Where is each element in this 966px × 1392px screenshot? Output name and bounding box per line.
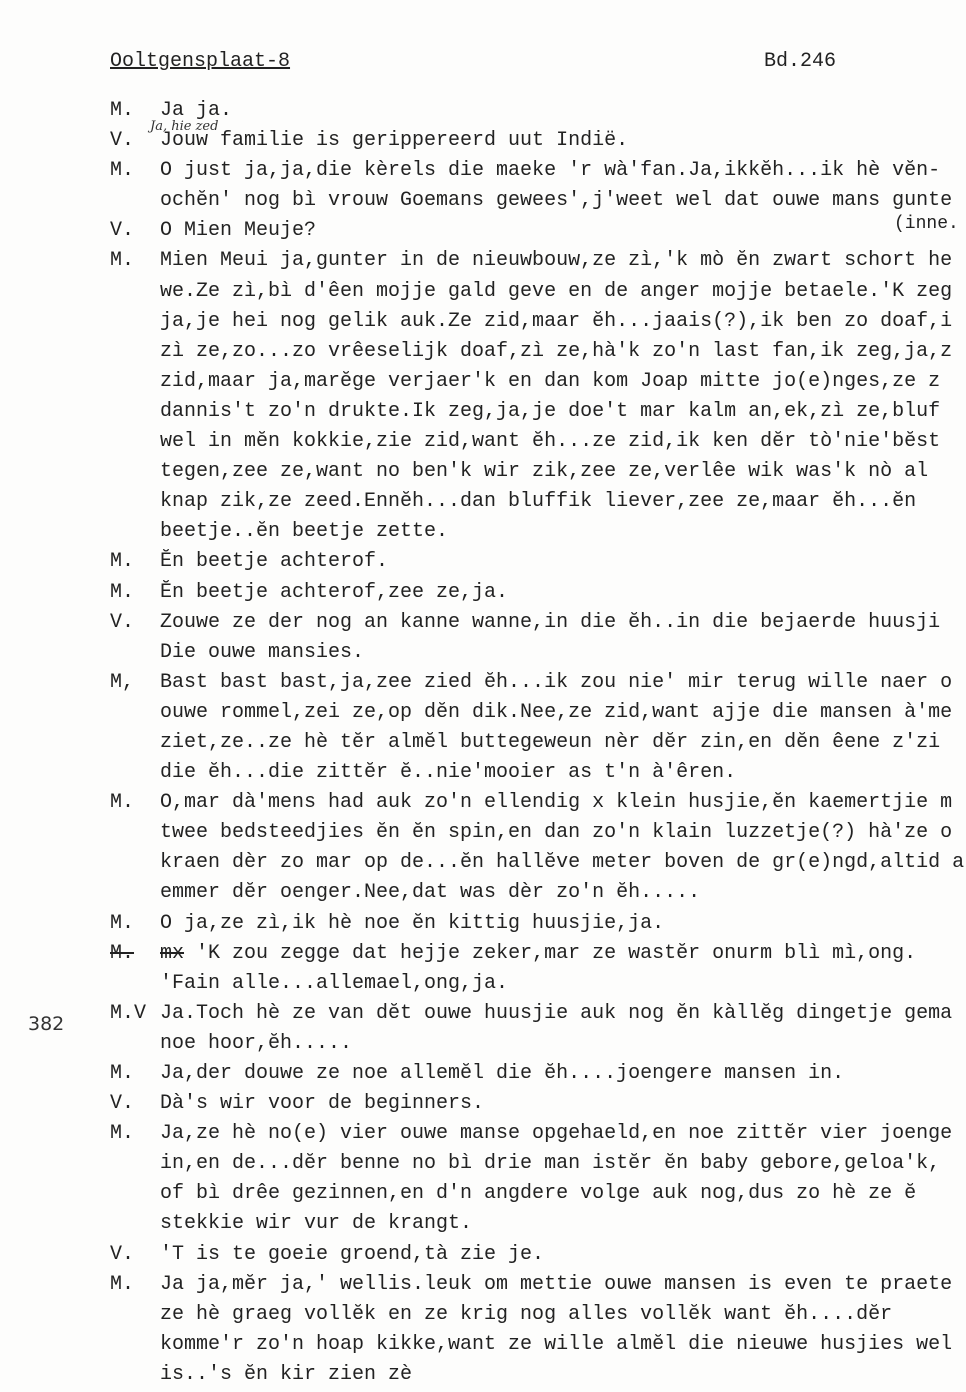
transcript-line [0, 367, 966, 397]
transcript-line [0, 969, 966, 999]
line-text: zid,maar ja,marĕge verjaer'k en dan kom Joap mitte jo(e)nges,ze z [160, 369, 941, 393]
margin-number: 382 [28, 1013, 65, 1035]
line-text-container [160, 909, 966, 939]
line-text: emmer dĕr oenger.Nee,dat was dèr zo'n ĕh..... [160, 881, 701, 905]
speaker-label: M. [110, 99, 135, 122]
line-text: ouwe rommel,zei ze,op dĕn dik.Nee,ze zid,want ajje die mansen à'me [160, 700, 953, 724]
line-text: komme'r zo'n hoap kikke,want ze wille almĕl die nieuwe husjies wel [160, 1332, 953, 1356]
transcript-line [0, 96, 966, 126]
speaker-label: V. [110, 219, 135, 243]
speaker-label: M. [110, 159, 135, 183]
line-text-container [160, 878, 966, 908]
line-text: Ĕn beetje achterof. [160, 550, 389, 574]
line-text: zì ze,zo...zo vrêeselijk doaf,zì ze,hà'k zo'n last fan,ik zeg,ja,z [160, 339, 953, 363]
line-text: Zouwe ze der nog an kanne wanne,in die ĕh..in die bejaerde huusji [160, 610, 941, 634]
line-text-container [160, 367, 966, 397]
line-text-container [160, 758, 966, 788]
transcript-line [0, 457, 966, 487]
line-text-container [160, 608, 966, 638]
speaker-label: M.V [110, 1001, 147, 1025]
speaker-label: M. [110, 1272, 135, 1296]
line-text: beetje..ĕn beetje zette. [160, 520, 449, 544]
transcript-line [0, 1059, 966, 1089]
line-text-container [160, 999, 966, 1029]
transcript-line [0, 878, 966, 908]
transcript-line [0, 999, 966, 1029]
line-text: O just ja,ja,die kèrels die maeke 'r wà'fan.Ja,ikkĕh...ik hè vĕn- [160, 159, 941, 183]
line-text-container [160, 547, 966, 577]
transcript-line [0, 788, 966, 818]
line-text: die ĕh...die zittĕr ĕ..nie'mooier as t'n à'êren. [160, 761, 737, 785]
transcript-line [0, 427, 966, 457]
line-text: Mien Meui ja,gunter in de nieuwbouw,ze zì,'k mò ĕn zwart schort he [160, 249, 953, 273]
line-text: is..'s ĕn kir zien zè [160, 1362, 413, 1386]
line-text: ochĕn' nog bì vrouw Goemans gewees',j'weet wel dat ouwe mans gunte [160, 189, 953, 213]
transcript-line [0, 1029, 966, 1059]
line-text: Ja,der douwe ze noe allemĕl die ĕh....joengere mansen in. [160, 1062, 845, 1085]
transcript-line [0, 728, 966, 758]
transcript-line [0, 277, 966, 307]
transcript-line [0, 1089, 966, 1119]
handwritten-note: Ja, hie zed [150, 119, 219, 134]
line-text-container [160, 397, 966, 427]
speaker-label: V. [110, 1092, 135, 1116]
line-text: stekkie wir vur de krangt. [160, 1212, 473, 1236]
speaker-label: M. [110, 249, 135, 273]
transcript-line [0, 487, 966, 517]
line-text-container [160, 1029, 966, 1059]
line-text: wel in mĕn kokkie,zie zid,want ĕh...ze zid,ik ken dĕr tò'nie'bĕst [160, 430, 941, 454]
line-text-container [160, 1059, 966, 1089]
volume-page-number: Bd.246 [764, 50, 837, 73]
line-text: 'T is te goeie groend,tà zie je. [160, 1242, 545, 1266]
transcript-line [0, 1119, 966, 1149]
transcript-line [0, 156, 966, 186]
transcript-line [0, 246, 966, 276]
line-text: ziet,ze..ze hè tĕr almĕl buttegeweun nèr dĕr zin,en dĕn êene z'zi [160, 730, 941, 754]
line-text-container [160, 1089, 966, 1119]
transcript-line [0, 818, 966, 848]
line-text: knap zik,ze zeed.Ennĕh...dan bluffik liever,zee ze,maar ĕh...ĕn [160, 490, 917, 514]
line-text-container [160, 487, 966, 517]
speaker-label: V. [110, 1242, 135, 1266]
line-text-container [160, 1119, 966, 1149]
line-text: 'K zou zegge dat hejje zeker,mar ze wastĕr onurm blì mì,ong. [196, 941, 917, 965]
line-text-container [160, 728, 966, 758]
transcript-line [0, 337, 966, 367]
line-text: Die ouwe mansies. [160, 640, 365, 664]
line-text: O Mien Meuje? [160, 219, 317, 243]
transcript-line [0, 126, 966, 156]
line-text-container [160, 246, 966, 276]
line-text: twee bedsteedjies ĕn ĕn spin,en dan zo'n klain luzzetje(?) hà'ze o [160, 821, 953, 845]
line-text-container [160, 939, 966, 969]
speaker-label: M. [110, 941, 135, 965]
transcript-line [0, 1209, 966, 1239]
line-text-container [160, 668, 966, 698]
line-text-container [160, 126, 966, 156]
speaker-label: M. [110, 791, 135, 815]
line-text-container [160, 698, 966, 728]
line-text-container [160, 638, 966, 668]
transcript-line [0, 848, 966, 878]
transcript-line [0, 698, 966, 728]
speaker-label: V. [110, 129, 135, 153]
speaker-label: M. [110, 1122, 135, 1146]
line-text: Ĕn beetje achterof,zee ze,ja. [160, 580, 509, 604]
line-text-container [160, 1240, 966, 1270]
transcript-line [0, 216, 966, 246]
transcript-line [0, 1149, 966, 1179]
line-text: ja,je hei nog gelik auk.Ze zid,maar ĕh...jaais(?),ik ben zo doaf,i [160, 309, 953, 333]
line-text-container [160, 156, 966, 186]
line-text-container [160, 277, 966, 307]
line-text-container [160, 1300, 966, 1330]
transcript-line [0, 397, 966, 427]
speaker-label: M. [110, 550, 135, 574]
line-text-container [160, 1179, 966, 1209]
speaker-label: M. [110, 1062, 135, 1085]
line-text-container [160, 457, 966, 487]
document-location-title: Ooltgensplaat-8 [110, 50, 291, 73]
line-text-container [160, 307, 966, 337]
line-text: Ja,ze hè no(e) vier ouwe manse opgehaeld,en noe zittĕr vier joenge [160, 1122, 953, 1146]
line-text: 'Fain alle...allemael,ong,ja. [160, 971, 509, 995]
line-text: Jouw familie is gerippereerd uut Indië. [160, 129, 629, 153]
line-text: Ja ja,mĕr ja,' wellis.leuk om mettie ouwe mansen is even te praete [160, 1272, 953, 1296]
line-text: dannis't zo'n drukte.Ik zeg,ja,je doe't mar kalm an,ek,zì ze,bluf [160, 399, 941, 423]
transcript-line [0, 307, 966, 337]
transcript-line [0, 1270, 966, 1300]
line-text-container [160, 788, 966, 818]
line-text-container [160, 848, 966, 878]
transcript-line [0, 668, 966, 698]
transcript-line [0, 1179, 966, 1209]
line-text-container [160, 517, 966, 547]
line-text: of bì drêe gezinnen,en d'n angdere volge auk nog,dus zo hè ze ĕ [160, 1182, 917, 1206]
transcript-line [0, 939, 966, 969]
line-text: we.Ze zì,bì d'êen mojje gald geve en de anger mojje betaele.'K zeg [160, 279, 953, 303]
line-text: in,en de...dĕr benne no bì drie man istĕr ĕn baby gebore,geloa'k, [160, 1152, 941, 1176]
transcript-line [0, 1240, 966, 1270]
line-text-container [160, 1149, 966, 1179]
transcript-line [0, 517, 966, 547]
speaker-label: M. [110, 580, 135, 604]
line-text-container [160, 96, 966, 126]
struck-out-text: mx [160, 941, 185, 965]
line-text: Dà's wir voor de beginners. [160, 1092, 485, 1116]
speaker-label: M, [110, 670, 135, 694]
transcript-line [0, 638, 966, 668]
line-text-container [160, 1360, 966, 1390]
line-text: Bast bast bast,ja,zee zied ĕh...ik zou nie' mir terug wille naer o [160, 670, 953, 694]
line-text: O ja,ze zì,ik hè noe ĕn kittig huusjie,ja. [160, 911, 665, 935]
transcript-line [0, 1300, 966, 1330]
right-margin-fragment: (inne. [894, 214, 959, 234]
line-text-container [160, 427, 966, 457]
line-text: O,mar dà'mens had auk zo'n ellendig x klein husjie,ĕn kaemertjie m [160, 791, 953, 815]
line-text-container [160, 216, 966, 246]
transcript-body [0, 96, 966, 1390]
transcript-line [0, 608, 966, 638]
transcript-line [0, 578, 966, 608]
transcript-line [0, 1360, 966, 1390]
speaker-label: M. [110, 911, 135, 935]
transcript-line [0, 547, 966, 577]
line-text: kraen dèr zo mar op de...ĕn hallĕve meter boven de gr(e)ngd,altid a [160, 851, 965, 875]
line-text-container [160, 1209, 966, 1239]
line-text-container [160, 818, 966, 848]
speaker-label: V. [110, 610, 135, 634]
line-text-container [160, 578, 966, 608]
line-text-container [160, 1330, 966, 1360]
line-text: noe hoor,ĕh..... [160, 1031, 353, 1055]
line-text-container [160, 969, 966, 999]
transcript-line [0, 186, 966, 216]
line-text-container [160, 186, 966, 216]
line-text: tegen,zee ze,want no ben'k wir zik,zee ze,verlêe wik was'k nò al [160, 460, 929, 484]
transcript-line [0, 1330, 966, 1360]
transcript-line [0, 758, 966, 788]
line-text-container [160, 1270, 966, 1300]
line-text: Ja.Toch hè ze van dĕt ouwe huusjie auk nog ĕn kàllĕg dingetje gema [160, 1001, 953, 1025]
transcript-line [0, 909, 966, 939]
line-text: Ja ja. [160, 99, 233, 122]
line-text-container [160, 337, 966, 367]
line-text: ze hè graeg vollĕk en ze krig nog alles vollĕk want ĕh....dĕr [160, 1302, 893, 1326]
